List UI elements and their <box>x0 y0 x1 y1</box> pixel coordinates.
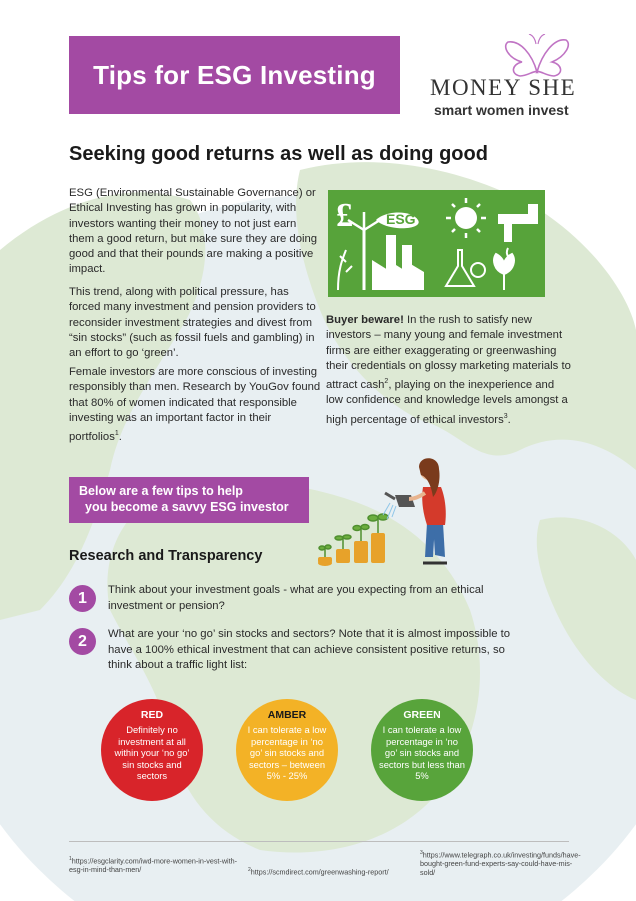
footnote-ref: 1 <box>114 430 119 438</box>
buyer-beware-label: Buyer beware! <box>326 314 404 326</box>
traffic-light-title: RED <box>140 709 164 721</box>
section-headline: Seeking good returns as well as doing good <box>69 143 488 165</box>
traffic-light-body: Definitely no investment at all within your ‘no go’ sin stocks and sectors <box>114 724 190 781</box>
intro-paragraph-3: Female investors are more conscious of investing responsibly than men. Research by YouGov found that 80% of women indicated that responsible investing was an important factor in their portfolios$^1$. <box>69 366 321 443</box>
pound-symbol: £ <box>336 197 353 234</box>
footnote-2[interactable]: $^2$https://scmdirect.com/greenwashing-report/ <box>248 867 389 877</box>
esg-illustration <box>328 190 545 297</box>
traffic-light-amber <box>236 699 338 801</box>
tip-number-badge: 2 <box>69 628 96 655</box>
moneyshe-logo <box>420 30 620 125</box>
butterfly-icon <box>502 34 572 78</box>
traffic-light-title: GREEN <box>403 709 441 721</box>
logo-wordmark: MONEY SHE <box>430 75 577 100</box>
logo-tagline: smart women invest <box>434 102 569 118</box>
research-heading: Research and Transparency <box>69 548 263 564</box>
callout-line-2: you become a savvy ESG investor <box>85 500 289 514</box>
tip-1-text: Think about your investment goals - what are you expecting from an ethical investment or pension? <box>108 584 484 612</box>
intro-paragraph-1: ESG (Environmental Sustainable Governance) or Ethical Investing has grown in popularity, with investors wanting their money to not just earn them a good return, but make sure they are doing good and that their pounds are making a positive impact. <box>69 187 318 276</box>
buyer-beware-paragraph: Buyer beware! In the rush to satisfy new investors – many young and female investment firms are either exaggerating or greenwashing their credentials on glossy marketing materials to attract cash$^2$, playing on the inexperience and low confidence and knowledge levels amongst a high percentage of ethical investors$^3$. <box>326 314 571 426</box>
tip-number-badge: 1 <box>69 585 96 612</box>
esg-label: ESG <box>386 211 416 227</box>
traffic-light-body: I can tolerate a low percentage in ‘no go’ sin stocks and sectors – between 5% - 25% <box>247 724 327 781</box>
footnote-divider <box>69 841 569 842</box>
intro-paragraph-2: This trend, along with political pressure, has forced many investment and pension providers to reconsider investment strategies and divest from “sin stocks” (such as fossil fuels and gambling) in an effort to go ‘green’. <box>69 286 316 360</box>
footnote-ref: 3 <box>503 412 508 420</box>
footnote-ref: 2 <box>384 378 389 386</box>
tip-2-text: What are your ‘no go’ sin stocks and sectors? Note that it is almost impossible to have a 100% ethical investment that can achieve consistent positive returns, so think about a traffic light list: <box>108 628 511 671</box>
tips-callout-banner <box>69 477 309 523</box>
traffic-light-red <box>101 699 203 801</box>
callout-line-1: Below are a few tips to help <box>79 484 243 498</box>
woman-watering-coins-illustration <box>315 445 455 570</box>
footnote-3[interactable]: $^3$https://www.telegraph.co.uk/investing/funds/have-bought-green-fund-experts-say-could-have-mis-sold/ <box>420 850 581 878</box>
footnote-1[interactable]: $^1$https://esgclarity.com/iwd-more-women-in-vest-with-esg-in-mind-than-men/ <box>69 856 237 875</box>
traffic-light-title: AMBER <box>267 709 307 721</box>
page-title: Tips for ESG Investing <box>93 59 376 90</box>
title-banner <box>69 36 400 114</box>
traffic-light-body: I can tolerate a low percentage in ‘no go’ sin stocks and sectors but less than 5% <box>379 724 465 781</box>
traffic-light-green <box>371 699 473 801</box>
